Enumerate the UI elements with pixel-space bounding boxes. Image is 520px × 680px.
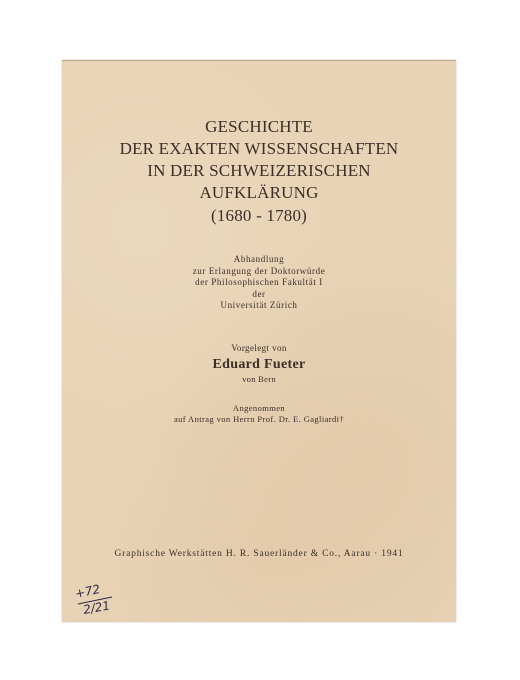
page-top-edge: [62, 60, 456, 65]
title-line: GESCHICHTE: [205, 117, 313, 136]
dissertation-statement: [62, 254, 456, 312]
title-years: (1680 - 1780): [210, 206, 308, 225]
dissertation-line: der Philosophischen Fakultät I: [195, 277, 323, 287]
dissertation-line: zur Erlangung der Doktorwürde: [192, 265, 326, 276]
book-title: [62, 116, 456, 227]
title-line: AUFKLÄRUNG: [199, 183, 319, 202]
author-name: Eduard Fueter: [212, 357, 306, 372]
accepted-text: auf Antrag von Herrn Prof. Dr. E. Gagliardi†: [173, 414, 345, 424]
title-line: IN DER SCHWEIZERISCHEN: [147, 161, 371, 180]
document-page: [62, 60, 456, 622]
handwritten-annotation: [72, 582, 132, 622]
dissertation-line: der: [252, 288, 266, 299]
accepted-label: Angenommen: [232, 403, 286, 413]
dissertation-line: Abhandlung: [233, 254, 285, 264]
submitted-label: Vorgelegt von: [231, 343, 287, 353]
publisher-imprint: Graphische Werkstätten H. R. Sauerländer & Co., Aarau · 1941: [114, 549, 404, 559]
author-origin: von Bern: [242, 374, 276, 384]
title-line: DER EXAKTEN WISSENSCHAFTEN: [119, 139, 399, 158]
handwritten-line: +72: [73, 582, 102, 601]
dissertation-line: Universität Zürich: [220, 300, 298, 310]
handwritten-line: 2/21: [82, 598, 112, 617]
